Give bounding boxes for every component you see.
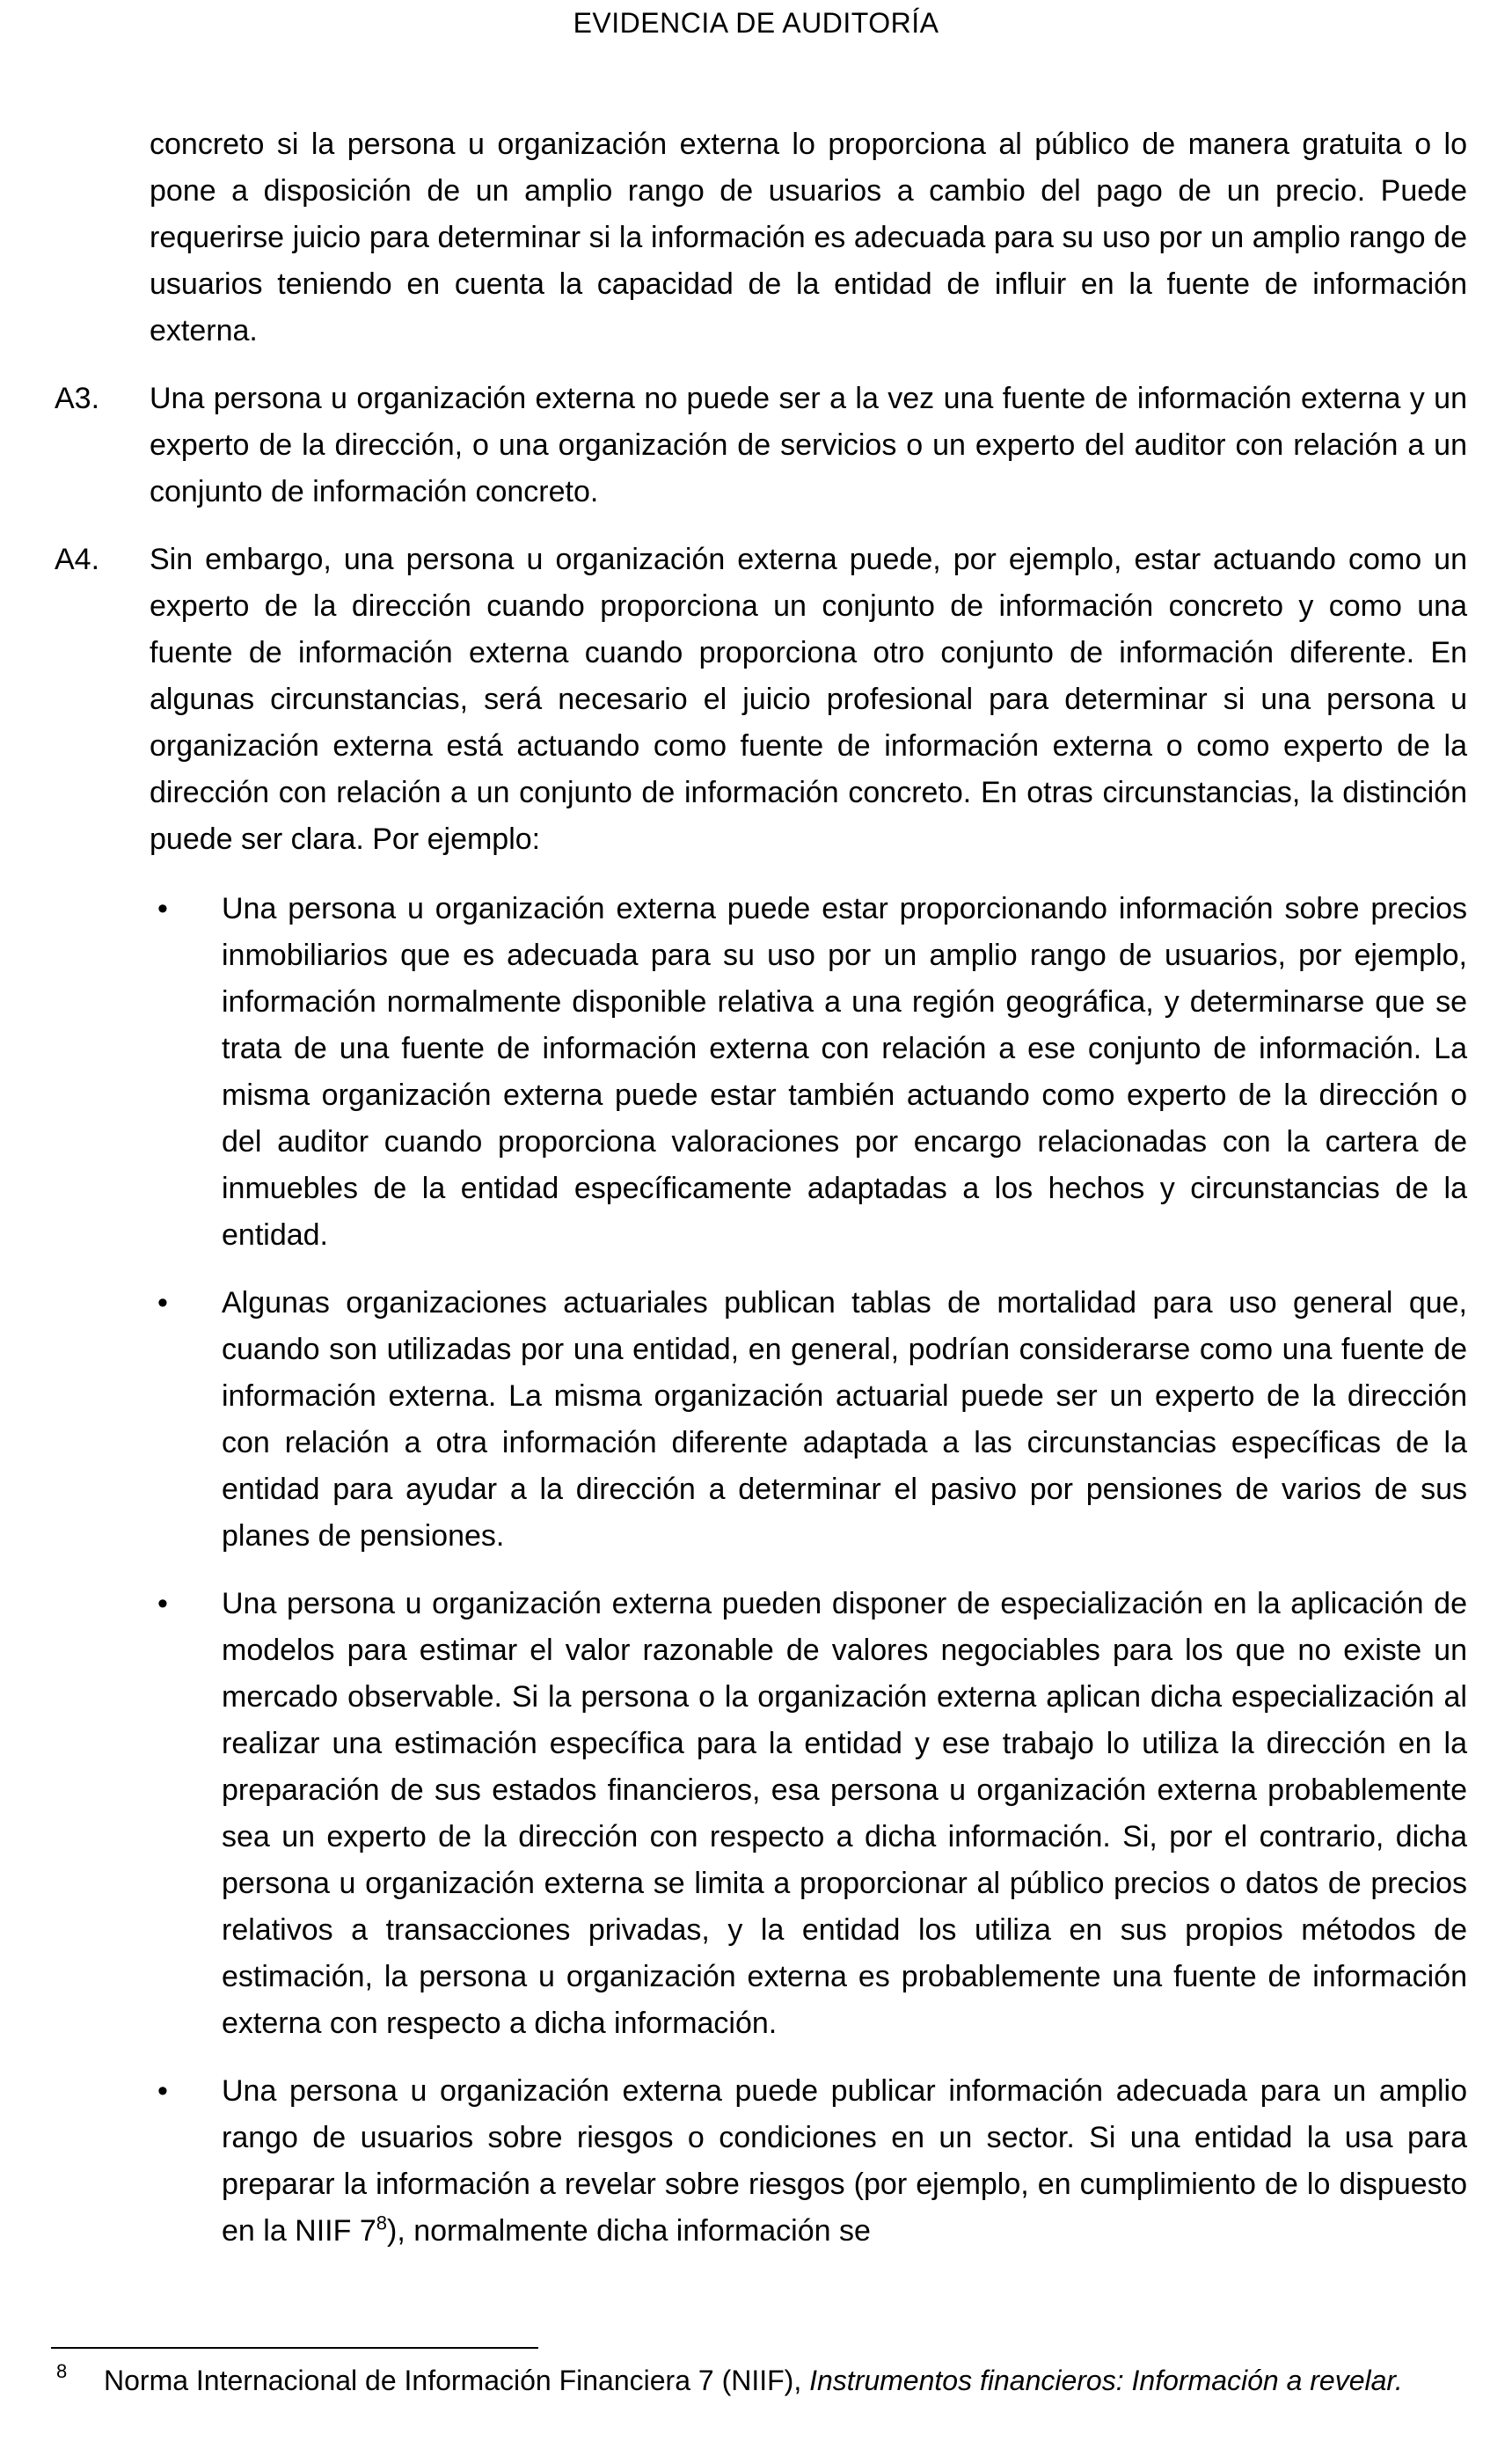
intro-paragraph: concreto si la persona u organización externa lo proporciona al público de manera gratuita o lo pone a disposición de un amplio rango de usuarios a cambio del pago de un precio. Puede requerirse juicio para determinar si la información es adecuada para su uso por un amplio rango de usuarios teniendo en cuenta la capacidad de la entidad de influir en la fuente de información externa. xyxy=(150,128,1467,347)
list-item-text-start: Una persona u organización externa puede publicar información adecuada para un amplio rango de usuarios sobre riesgos o condiciones en un sector. Si una entidad la usa para preparar la información a revelar sobre riesgos (por ejemplo, en cumplimiento de lo dispuesto en la NIIF 7 xyxy=(222,2074,1467,2248)
footnote-marker: 8 xyxy=(56,2360,68,2382)
list-item xyxy=(157,886,1467,1259)
footnote-reference[interactable]: 8 xyxy=(376,2212,387,2234)
paragraph-a4 xyxy=(55,537,1467,2255)
bullet-icon: • xyxy=(157,892,168,925)
list-item xyxy=(157,1280,1467,1560)
paragraph-number: A4. xyxy=(55,543,100,576)
document-body xyxy=(55,121,1467,2255)
list-item-text: Algunas organizaciones actuariales publican tablas de mortalidad para uso general que, cuando son utilizadas por una entidad, en general, podrían considerarse como una fuente de información externa. La misma organización actuarial puede ser un experto de la dirección con relación a otra información diferente adaptada a las circunstancias específicas de la entidad para ayudar a la dirección a determinar el pasivo por pensiones de varios de sus planes de pensiones. xyxy=(222,1286,1467,1553)
example-list xyxy=(150,886,1467,2255)
footnote-divider xyxy=(51,2347,538,2349)
footnote-text-plain: Norma Internacional de Información Financiera 7 (NIIF), xyxy=(104,2365,810,2396)
footnote xyxy=(51,2361,1467,2400)
footnote-text xyxy=(104,2361,1467,2400)
list-item-text-end: ), normalmente dicha información se xyxy=(387,2214,871,2248)
paragraph-number: A3. xyxy=(55,382,100,415)
bullet-icon: • xyxy=(157,1286,168,1320)
list-item xyxy=(157,2068,1467,2255)
footnote-text-italic: Instrumentos financieros: Información a revelar. xyxy=(809,2365,1403,2396)
list-item-text: Una persona u organización externa puede estar proporcionando información sobre precios inmobiliarios que es adecuada para su uso por un amplio rango de usuarios, por ejemplo, información normalmente disponible relativa a una región geográfica, y determinarse que se trata de una fuente de información externa con relación a ese conjunto de información. La misma organización externa puede estar también actuando como experto de la dirección o del auditor cuando proporciona valoraciones por encargo relacionadas con la cartera de inmuebles de la entidad específicamente adaptadas a los hechos y circunstancias de la entidad. xyxy=(222,892,1467,1252)
paragraph-a3 xyxy=(55,376,1467,515)
page-header: EVIDENCIA DE AUDITORÍA xyxy=(573,7,939,39)
bullet-icon: • xyxy=(157,1587,168,1620)
bullet-icon: • xyxy=(157,2074,168,2108)
list-item-text: Una persona u organización externa pueden disponer de especialización en la aplicación de modelos para estimar el valor razonable de valores negociables para los que no existe un mercado observable. Si la persona o la organización externa aplican dicha especialización al realizar una estimación específica para la entidad y ese trabajo lo utiliza la dirección en la preparación de sus estados financieros, esa persona u organización externa probablemente sea un experto de la dirección con respecto a dicha información. Si, por el contrario, dicha persona u organización externa se limita a proporcionar al público precios o datos de precios relativos a transacciones privadas, y la entidad los utiliza en sus propios métodos de estimación, la persona u organización externa es probablemente una fuente de información externa con respecto a dicha información. xyxy=(222,1587,1467,2040)
paragraph-text: Una persona u organización externa no puede ser a la vez una fuente de información externa y un experto de la dirección, o una organización de servicios o un experto del auditor con relación a un conjunto de información concreto. xyxy=(150,382,1467,508)
list-item xyxy=(157,1581,1467,2047)
list-item-text xyxy=(222,2074,1467,2248)
paragraph-text: Sin embargo, una persona u organización externa puede, por ejemplo, estar actuando como un experto de la dirección cuando proporciona un conjunto de información concreto y como una fuente de información externa cuando proporciona otro conjunto de información diferente. En algunas circunstancias, será necesario el juicio profesional para determinar si una persona u organización externa está actuando como fuente de información externa o como experto de la dirección con relación a un conjunto de información concreto. En otras circunstancias, la distinción puede ser clara. Por ejemplo: xyxy=(150,543,1467,856)
